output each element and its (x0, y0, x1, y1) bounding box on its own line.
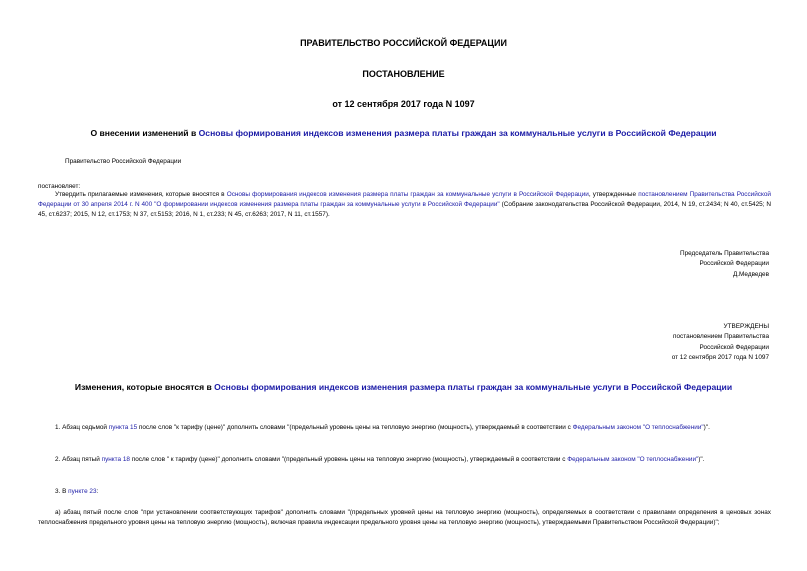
decree-title-link[interactable]: Основы формирования индексов изменения размера платы граждан за коммунальные услуги в Российской Федерации (198, 128, 717, 138)
item1-text-b: после слов "к тарифу (цене)" дополнить словами "(предельный уровень цены на тепловую энергию (мощность), утверждаемый в соответствии с (137, 424, 573, 431)
signature-line-3: Д.Медведев (732, 270, 769, 278)
changes-title (0, 382, 807, 392)
decree-title (0, 128, 807, 138)
approval-line-2: постановлением Правительства (673, 333, 769, 341)
item2-link-heat-law[interactable]: Федеральным законом "О теплоснабжении" (567, 456, 699, 463)
item1-link-heat-law[interactable]: Федеральным законом "О теплоснабжении" (572, 424, 704, 431)
document-type-heading: ПОСТАНОВЛЕНИЕ (362, 69, 445, 79)
intro-text-2: , утвержденные (588, 191, 639, 198)
decree-title-prefix: О внесении изменений в (90, 128, 199, 138)
item3-text-a: 3. В (55, 488, 69, 495)
change-item-2 (38, 455, 771, 465)
government-heading: ПРАВИТЕЛЬСТВО РОССИЙСКОЙ ФЕДЕРАЦИИ (300, 38, 507, 48)
change-item-3 (55, 487, 98, 497)
intro-text-1: Утвердить прилагаемые изменения, которые вносятся в (55, 191, 227, 198)
approval-line-4: от 12 сентября 2017 года N 1097 (671, 353, 769, 361)
change-item-1 (38, 423, 771, 433)
intro-link-basics[interactable]: Основы формирования индексов изменения размера платы граждан за коммунальные услуги в Российской Федерации (226, 191, 589, 198)
intro-government: Правительство Российской Федерации (65, 158, 182, 165)
changes-title-link[interactable]: Основы формирования индексов изменения размера платы граждан за коммунальные услуги в Российской Федерации (214, 382, 733, 392)
intro-text-3: (Собрание законодательства Российской Федерации, 2014, N 19, ст.2434; N 40, ст.5425; N 45, ст.6237; 2015, N 12, ст.1753; N 37, ст.5153; 2016, N 1, ст.233; N 45, ст.6263; 2017, N 11, ст.1557). (38, 201, 771, 219)
changes-title-prefix: Изменения, которые вносятся в (74, 382, 215, 392)
signature-block (680, 249, 769, 280)
approval-line-3: Российской Федерации (699, 343, 769, 351)
approval-block (672, 322, 769, 363)
item2-text-b: после слов " к тарифу (цене)" дополнить словами "(предельный уровень цены на тепловую энергию (мощность), утверждаемый в соответствии с (129, 456, 568, 463)
item1-link-clause-15[interactable]: пункта 15 (108, 424, 138, 431)
change-item-3a: а) абзац пятый после слов "при установлении соответствующих тарифов" дополнить словами "(предельных уровней цены на тепловую энергию (мощность), определяемых в соответствии с правилами определения в ценовых зонах теплоснабжения предельного уровня цены на тепловую энергию (мощность), включая правила индексации предельного уровня цены на тепловую энергию (мощность), утверждаемыми Правительством Российской Федерации)"; (38, 509, 771, 527)
item1-text-c: )". (703, 424, 710, 431)
decree-date-number: от 12 сентября 2017 года N 1097 (332, 99, 475, 109)
signature-line-1: Председатель Правительства (680, 250, 769, 257)
signature-line-2: Российской Федерации (699, 260, 769, 268)
item1-text-a: 1. Абзац седьмой (55, 424, 109, 431)
intro-paragraph (38, 190, 771, 221)
item3-text-b: : (96, 488, 99, 495)
item3-link-clause-23[interactable]: пункте 23 (68, 488, 97, 495)
item2-text-a: 2. Абзац пятый (55, 456, 102, 463)
intro-link-decree-400[interactable]: постановлением Правительства Российской Федерации от 30 апреля 2014 г. N 400 "О формировании индексов изменения размера платы граждан за коммунальные услуги в Российской Федерации" (38, 191, 771, 209)
intro-decrees: постановляет: (38, 183, 81, 190)
approval-line-1: УТВЕРЖДЕНЫ (723, 323, 769, 330)
item2-link-clause-18[interactable]: пункта 18 (101, 456, 130, 463)
item2-text-c: )". (698, 456, 705, 463)
